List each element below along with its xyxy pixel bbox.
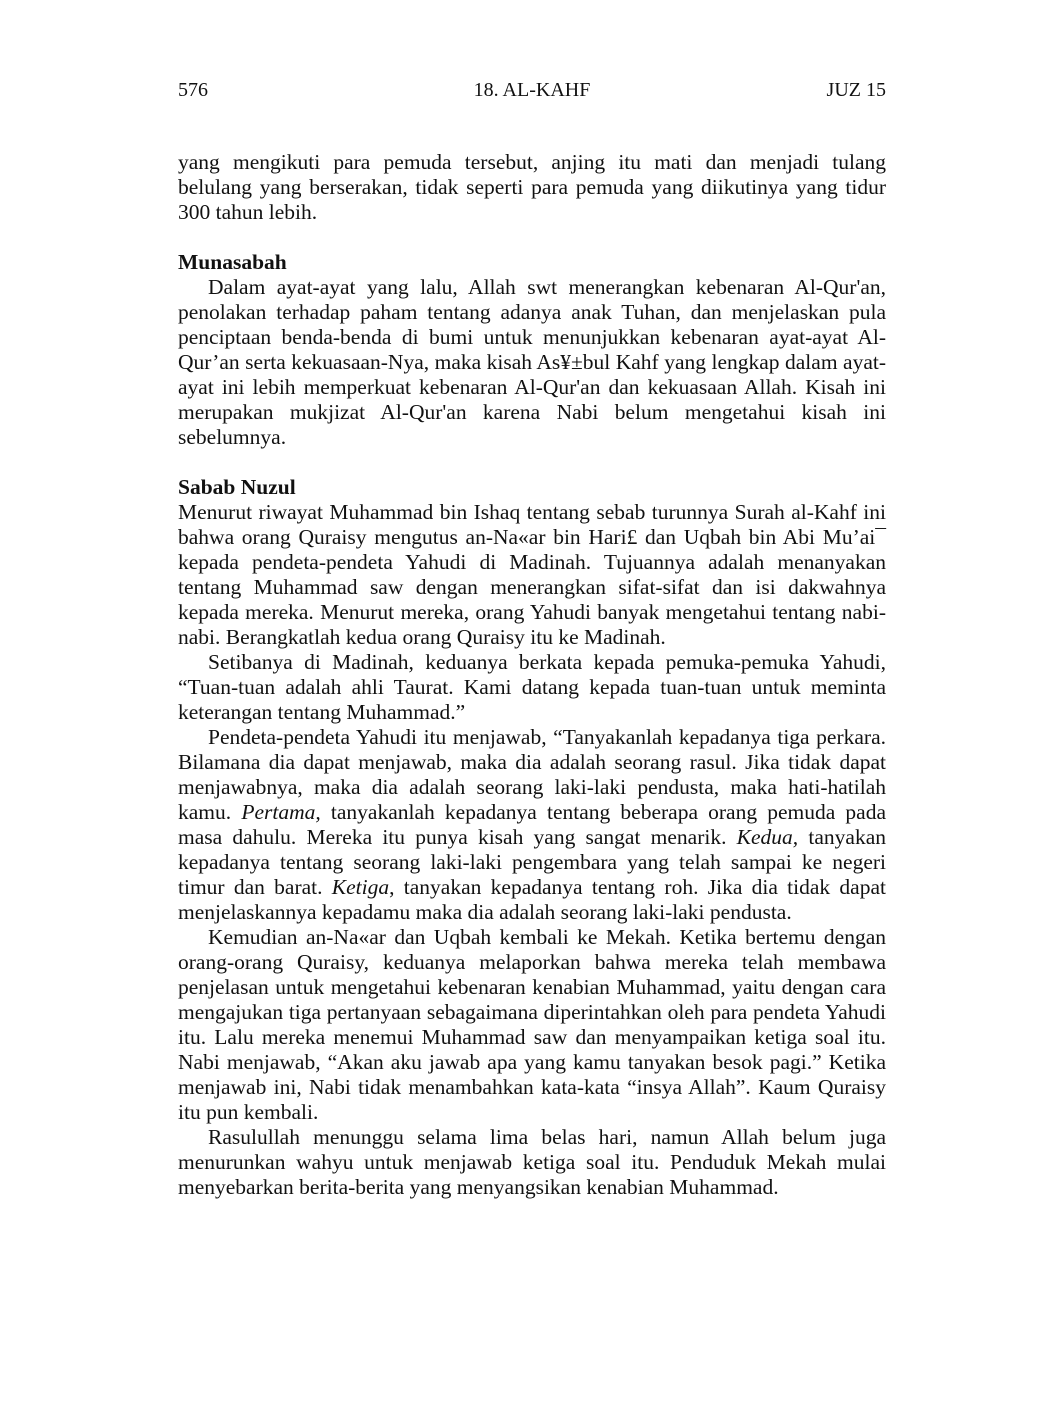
munasabah-paragraph: Dalam ayat-ayat yang lalu, Allah swt menerangkan kebenaran Al-Qur'an, penolakan terhadap paham tentang adanya anak Tuhan, dan menjelaskan pula penciptaan benda-benda di bumi untuk menunjukkan kebenaran ayat-ayat Al-Qur’an serta kekuasaan-Nya, maka kisah As¥±bul Kahf yang lengkap dalam ayat-ayat ini lebih memperkuat kebenaran Al-Qur'an dan kekuasaan Allah. Kisah ini merupakan mukjizat Al-Qur'an karena Nabi belum mengetahui kisah ini sebelumnya. [178,275,886,449]
paragraph-3-text-3: tanyakan kepadanya tentang seorang laki-laki pengembara yang telah sampai ke negeri timur dan barat. [178,825,886,899]
sabab-nuzul-paragraph-3 [178,725,886,925]
body-text [178,150,886,1200]
paragraph-3-text-2: tanyakanlah kepadanya tentang beberapa orang pemuda pada masa dahulu. Mereka itu punya kisah yang sangat menarik. [178,800,887,849]
kedua-emphasis: Kedua, [736,825,799,849]
pertama-emphasis: Pertama, [241,800,321,824]
sabab-nuzul-paragraph-4: Kemudian an-Na«ar dan Uqbah kembali ke Mekah. Ketika bertemu dengan orang-orang Quraisy, keduanya melaporkan bahwa mereka telah membawa penjelasan untuk mengetahui kebenaran kenabian Muhammad, yaitu dengan cara mengajukan tiga pertanyaan sebagaimana diperintahkan oleh para pendeta Yahudi itu. Lalu mereka menemui Muhammad saw dan menyampaikan ketiga soal itu. Nabi menjawab, “Akan aku jawab apa yang kamu tanyakan besok pagi.” Ketika menjawab ini, Nabi tidak menambahkan kata-kata “insya Allah”. Kaum Quraisy itu pun kembali. [178,925,886,1124]
page-number: 576 [178,79,208,101]
sabab-nuzul-heading: Sabab Nuzul [178,475,296,499]
sabab-nuzul-paragraph-5: Rasulullah menunggu selama lima belas hari, namun Allah belum juga menurunkan wahyu untuk menjawab ketiga soal itu. Penduduk Mekah mulai menyebarkan berita-berita yang menyangsikan kenabian Muhammad. [178,1125,886,1199]
juz-label: JUZ 15 [826,79,886,101]
ketiga-emphasis: Ketiga [331,875,390,899]
sabab-nuzul-paragraph-2: Setibanya di Madinah, keduanya berkata kepada pemuka-pemuka Yahudi, “Tuan-tuan adalah ahli Taurat. Kami datang kepada tuan-tuan untuk meminta keterangan tentang Muhammad.” [178,650,886,724]
document-page [178,70,886,1200]
sabab-nuzul-paragraph-1: Menurut riwayat Muhammad bin Ishaq tentang sebab turunnya Surah al-Kahf ini bahwa orang Quraisy mengutus an-Na«ar bin Hari£ dan Uqbah bin Abi Mu’ai¯ kepada pendeta-pendeta Yahudi di Madinah. Tujuannya adalah menanyakan tentang Muhammad saw dengan menerangkan sifat-sifat dan isi dakwahnya kepada mereka. Menurut mereka, orang Yahudi banyak mengetahui tentang nabi-nabi. Berangkatlah kedua orang Quraisy itu ke Madinah. [178,500,886,649]
paragraph-3-text-4: , tanyakan kepadanya tentang roh. Jika dia tidak dapat menjelaskannya kepadamu maka dia adalah seorang laki-laki pendusta. [178,875,886,924]
running-header [178,70,886,110]
paragraph-3-text-1: Pendeta-pendeta Yahudi itu menjawab, “Tanyakanlah kepadanya tiga perkara. Bilamana dia dapat menjawab, maka dia adalah seorang rasul. Jika tidak dapat menjawabnya, maka dia adalah seorang laki-laki pendusta, maka hati-hatilah kamu. [178,725,886,824]
munasabah-heading: Munasabah [178,250,287,274]
intro-paragraph: yang mengikuti para pemuda tersebut, anjing itu mati dan menjadi tulang belulang yang berserakan, tidak seperti para pemuda yang diikutinya yang tidur 300 tahun lebih. [178,150,886,224]
chapter-title: 18. AL-KAHF [473,79,591,101]
